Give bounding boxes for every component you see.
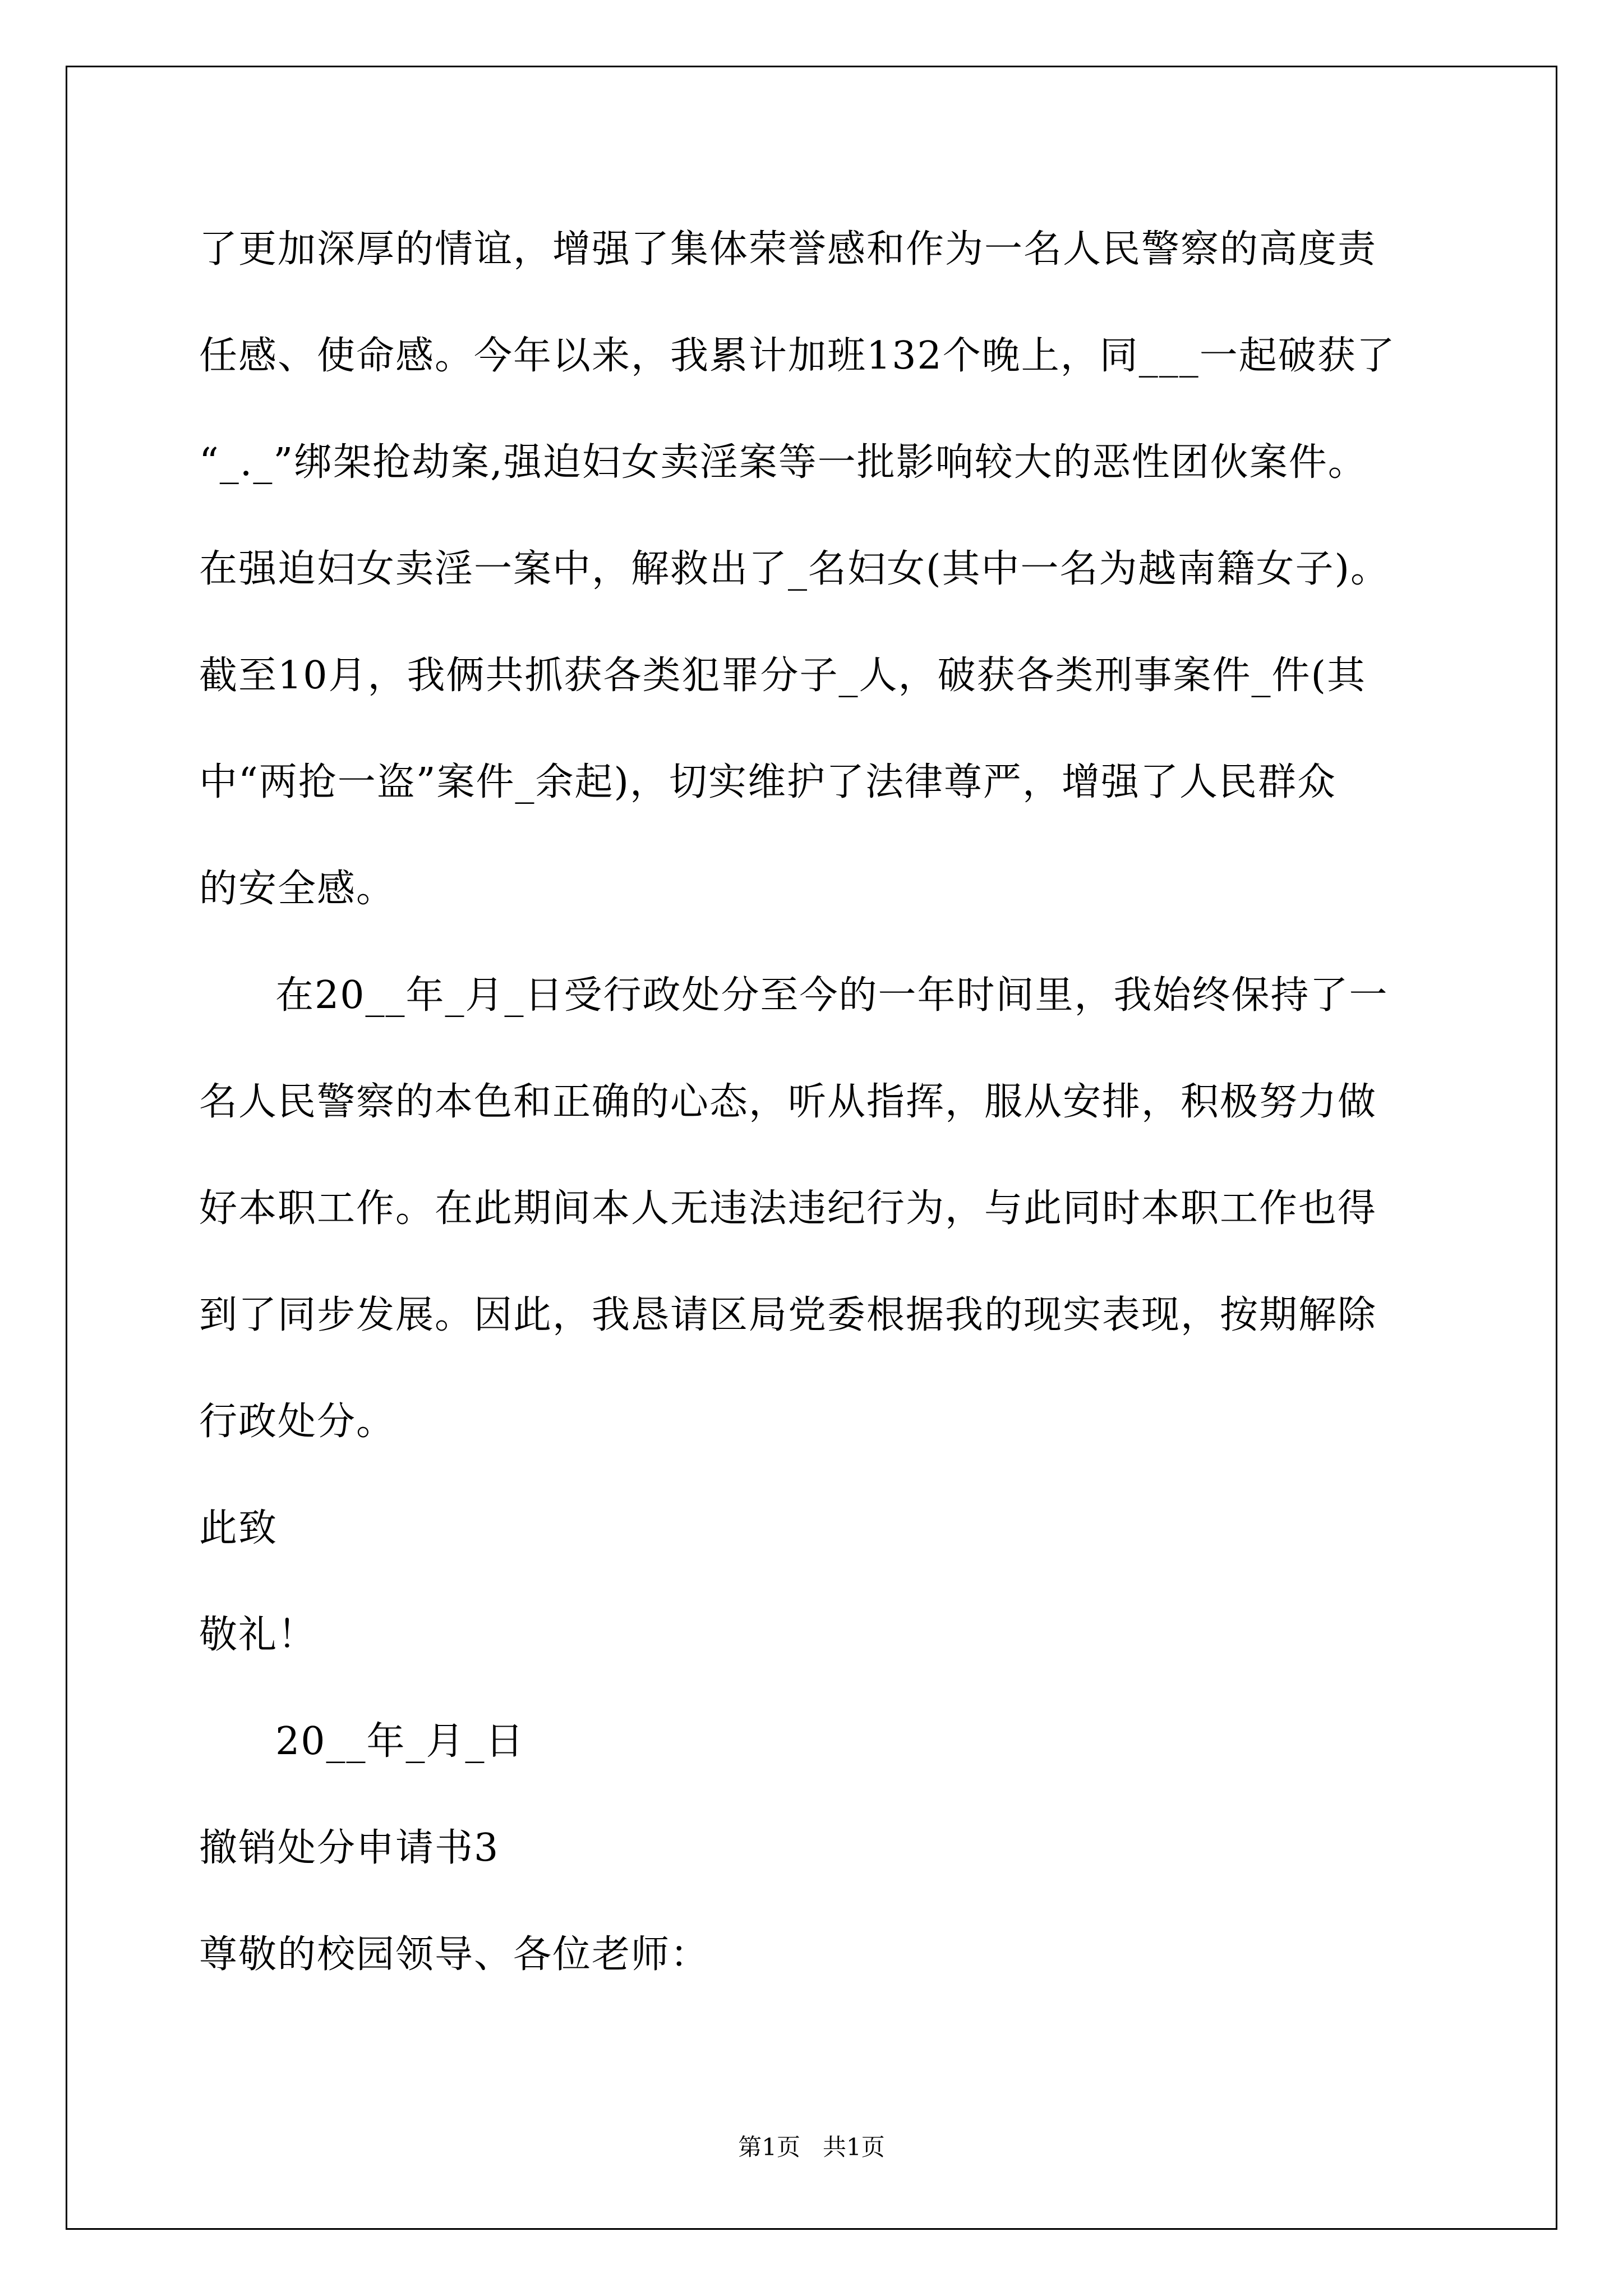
paragraph-line: “_._”绑架抢劫案,强迫妇女卖淫案等一批影响较大的恶性团伙案件。 xyxy=(199,440,1367,485)
paragraph-line: 的安全感。 xyxy=(199,867,396,911)
page-border xyxy=(66,66,1557,2230)
paragraph-line: 名人民警察的本色和正确的心态，听从指挥，服从安排，积极努力做 xyxy=(199,1080,1377,1124)
paragraph-line: 截至10月，我俩共抓获各类犯罪分子_人，破获各类刑事案件_件(其 xyxy=(199,654,1367,698)
paragraph-line: 到了同步发展。因此，我恳请区局党委根据我的现实表现，按期解除 xyxy=(199,1293,1377,1337)
greeting-line: 尊敬的校园领导、各位老师： xyxy=(199,1932,710,1977)
salutation-line: 此致 xyxy=(199,1506,278,1550)
paragraph-line: 在强迫妇女卖淫一案中，解救出了_名妇女(其中一名为越南籍女子)。 xyxy=(199,547,1390,591)
closing-line: 敬礼！ xyxy=(199,1613,317,1657)
date-line: 20__年_月_日 xyxy=(275,1719,525,1764)
paragraph-line: 任感、使命感。今年以来，我累计加班132个晚上，同___一起破获了 xyxy=(199,334,1396,378)
section-title: 撤销处分申请书3 xyxy=(199,1826,500,1870)
paragraph-line: 在20__年_月_日受行政处分至今的一年时间里，我始终保持了一 xyxy=(275,973,1389,1018)
paragraph-line: 好本职工作。在此期间本人无违法违纪行为，与此同时本职工作也得 xyxy=(199,1186,1377,1231)
paragraph-line: 中“两抢一盗”案件_余起)，切实维护了法律尊严，增强了人民群众 xyxy=(199,760,1337,804)
paragraph-line: 行政处分。 xyxy=(199,1400,396,1444)
page-footer: 第1页 共1页 xyxy=(738,2133,885,2161)
paragraph-line: 了更加深厚的情谊，增强了集体荣誉感和作为一名人民警察的高度责 xyxy=(199,227,1377,272)
